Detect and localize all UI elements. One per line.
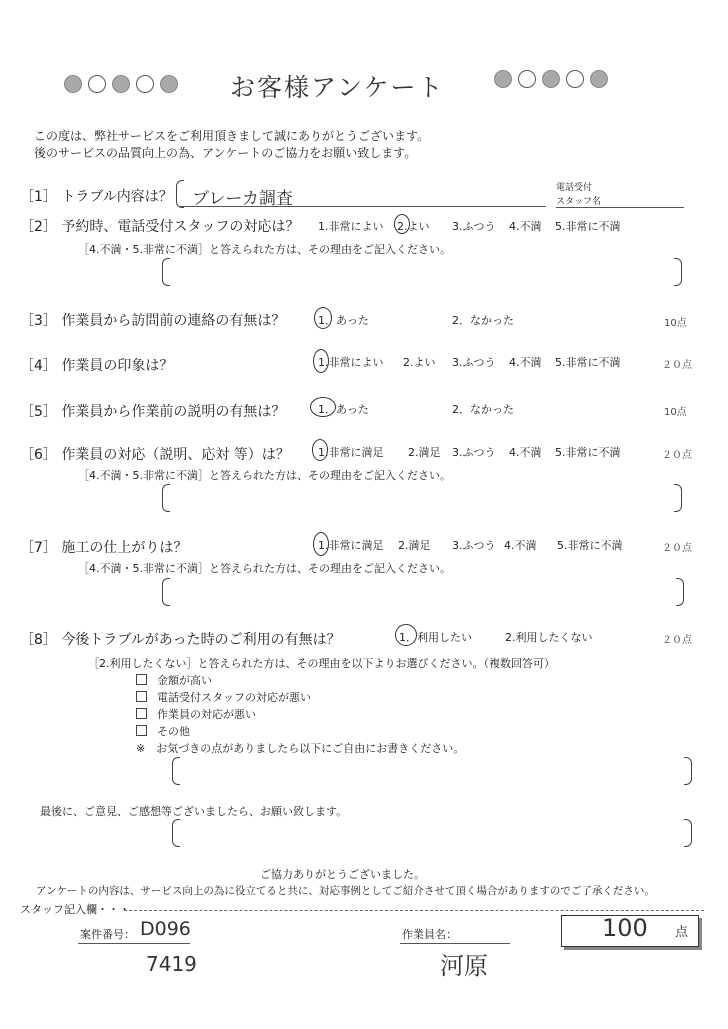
q3-option-2[interactable]: 2．なかった [452,314,514,327]
open-dot [518,70,536,88]
q5-points: 10点 [664,407,687,418]
q2-selection-circle [394,214,410,234]
q8-points: ２０点 [662,635,692,646]
q4-option-5[interactable]: 5.非常に不満 [555,356,621,369]
q7-option-5[interactable]: 5.非常に不満 [557,539,623,552]
q8-option-2[interactable]: 2.利用したくない [505,631,593,644]
q2-option-5[interactable]: 5.非常に不満 [555,220,621,233]
q6-reason-bracket-right [674,484,682,512]
checkbox-icon[interactable] [136,674,147,685]
q6-selection-circle [312,439,328,461]
q8-free-prompt: ※ お気づきの点がありましたら以下にご自由にお書きください。 [136,742,465,755]
q8-free-bracket-left [172,757,180,785]
q8-check-3-label: 作業員の対応が悪い [157,708,256,721]
score-unit: 点 [675,925,689,940]
q6-points: ２０点 [662,450,692,461]
score-value[interactable]: 100 [602,914,648,942]
q2-label: ［2］ 予約時、電話受付スタッフの対応は？ [20,219,300,235]
q3-selection-circle [314,307,332,329]
q8-check-1-label: 金額が高い [157,674,212,687]
filled-dot [494,70,512,88]
q7-reason-bracket-right [676,578,684,606]
q4-option-2[interactable]: 2.よい [403,356,436,369]
q2-option-3[interactable]: 3.ふつう [452,220,496,233]
filled-dot [160,75,178,93]
q2-reason-bracket-right [674,258,682,286]
q7-reason-prompt: ［4.不満・5.非常に不満］と答えられた方は、その理由をご記入ください。 [78,562,451,575]
q6-reason-prompt: ［4.不満・5.非常に不満］と答えられた方は、その理由をご記入ください。 [78,469,451,482]
q7-selection-circle [313,532,329,556]
q4-selection-circle [313,349,329,373]
q8-check-4-label: その他 [157,725,190,738]
q3-label: ［3］ 作業員から訪問前の連絡の有無は？ [20,313,286,329]
q8-check-2[interactable] [136,689,311,705]
q1-answer[interactable]: ブレーカ調査 [192,189,293,209]
header-dots-left [64,75,178,93]
case-underline [78,943,190,944]
q6-label: ［6］ 作業員の対応（説明、応対 等）は？ [20,447,290,463]
q4-option-1[interactable]: 1.非常によい [318,356,384,369]
q7-label: ［7］ 施工の仕上がりは？ [20,540,188,556]
q2-option-4[interactable]: 4.不満 [509,220,542,233]
q5-selection-circle [310,397,336,417]
q7-option-1[interactable]: 1.非常に満足 [318,539,384,552]
q3-option-1[interactable]: 1．あった [318,314,369,327]
q1-underline [180,206,546,207]
case-value-2: 7419 [146,952,197,976]
worker-underline [400,943,510,944]
q6-option-4[interactable]: 4.不満 [509,446,542,459]
header-dots-right [494,70,608,88]
open-dot [136,75,154,93]
q8-check-4[interactable] [136,723,190,739]
q7-option-4[interactable]: 4.不満 [504,539,537,552]
q3-points: 10点 [664,318,687,329]
case-value[interactable]: D096 [140,918,191,940]
q4-option-4[interactable]: 4.不満 [509,356,542,369]
q2-reason-bracket-left [162,258,170,286]
q4-label: ［4］ 作業員の印象は？ [20,358,174,374]
q5-option-1[interactable]: 1．あった [318,403,369,416]
closing-bracket-left [172,819,180,847]
q2-reason-prompt: ［4.不満・5.非常に不満］と答えられた方は、その理由をご記入ください。 [78,243,451,256]
closing-prompt: 最後に、ご意見、ご感想等ございましたら、お願い致します。 [40,805,348,818]
filled-dot [590,70,608,88]
intro-line-1: この度は、弊社サービスをご利用頂きまして誠にありがとうございます。 [34,129,430,143]
filled-dot [112,75,130,93]
q4-option-3[interactable]: 3.ふつう [452,356,496,369]
thanks-text: ご協力ありがとうございました。 [260,868,425,881]
q6-option-5[interactable]: 5.非常に不満 [555,446,621,459]
q4-points: ２０点 [662,360,692,371]
page-title: お客様アンケート [230,73,445,102]
disclaimer-text: アンケートの内容は、サービス向上の為に役立てると共に、対応事例としてご紹介させて頂く場合がありますのでご了承ください。 [36,885,655,897]
q2-option-1[interactable]: 1.非常によい [318,220,384,233]
staff-field-label: スタッフ記入欄・・・ [20,903,130,916]
staff-dashed-line [124,910,704,911]
q5-option-2[interactable]: 2．なかった [452,403,514,416]
filled-dot [64,75,82,93]
q7-points: ２０点 [662,543,692,554]
q5-label: ［5］ 作業員から作業前の説明の有無は？ [20,404,286,420]
q8-selection-circle [395,624,417,646]
q8-check-3[interactable] [136,706,256,722]
checkbox-icon[interactable] [136,725,147,736]
q7-option-3[interactable]: 3.ふつう [452,539,496,552]
q8-check-1[interactable] [136,672,212,688]
q1-bracket-left [176,180,184,208]
open-dot [88,75,106,93]
q1-label: ［1］ トラブル内容は？ [20,189,173,205]
receiver-label-2: スタッフ名 [556,197,602,207]
q6-option-1[interactable]: 1.非常に満足 [318,446,384,459]
q6-option-2[interactable]: 2.満足 [408,446,441,459]
receiver-underline [556,207,684,208]
case-label: 案件番号： [80,928,135,941]
q8-prompt: ［2.利用したくない］と答えられた方は、その理由を以下よりお選びください。（複数回答可） [88,657,555,670]
checkbox-icon[interactable] [136,708,147,719]
q6-option-3[interactable]: 3.ふつう [452,446,496,459]
q6-reason-bracket-left [162,484,170,512]
worker-value[interactable]: 河原 [440,952,488,980]
intro-line-2: 後のサービスの品質向上の為、アンケートのご協力をお願い致します。 [34,146,417,160]
filled-dot [542,70,560,88]
q7-option-2[interactable]: 2.満足 [398,539,431,552]
checkbox-icon[interactable] [136,691,147,702]
open-dot [566,70,584,88]
q7-reason-bracket-left [162,578,170,606]
q8-label: ［8］ 今後トラブルがあった時のご利用の有無は？ [20,632,341,648]
q8-check-2-label: 電話受付スタッフの対応が悪い [157,691,311,704]
closing-bracket-right [684,819,692,847]
q8-option-1[interactable]: 1．利用したい [399,631,472,644]
q2-option-2[interactable]: 2.よい [397,220,430,233]
q8-free-bracket-right [684,757,692,785]
receiver-label-1: 電話受付 [556,183,593,193]
worker-label: 作業員名： [402,928,457,941]
